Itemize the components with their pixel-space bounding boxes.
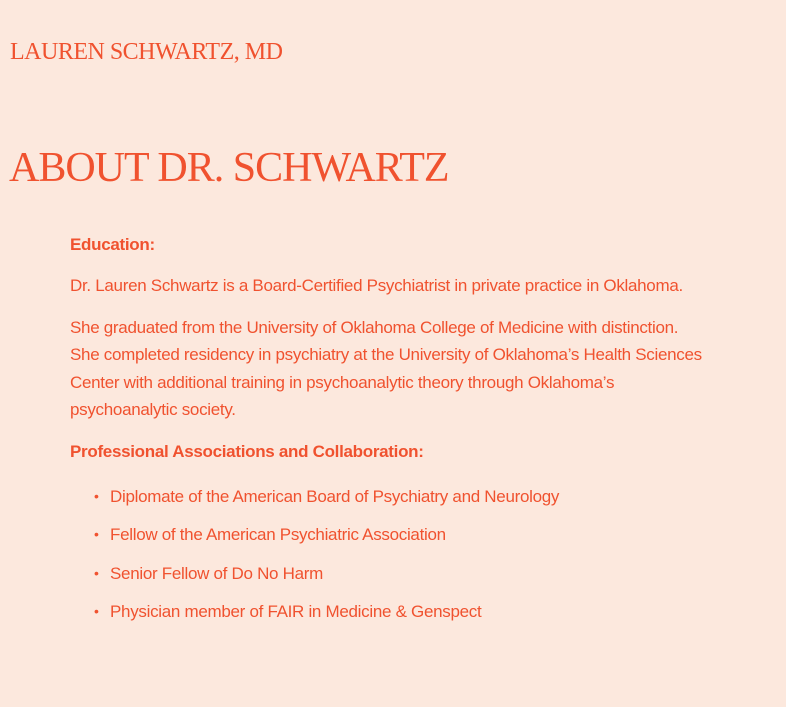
bullet-icon: • xyxy=(94,603,99,619)
list-item-text: Fellow of the American Psychiatric Association xyxy=(110,525,446,544)
list-item-text: Senior Fellow of Do No Harm xyxy=(110,563,323,583)
bullet-icon: • xyxy=(94,564,99,581)
page-heading: ABOUT DR. SCHWARTZ xyxy=(9,145,449,191)
education-paragraph: She graduated from the University of Oklahoma College of Medicine with distinction. She completed residency in psychiatry at the University of Oklahoma’s Health Sciences Center with additional training in psychoanalytic theory through Oklahoma’s psychoanalytic society. xyxy=(70,317,702,419)
associations-list xyxy=(70,483,710,637)
list-item-text: Diplomate of the American Board of Psychiatry and Neurology xyxy=(110,486,560,506)
about-content xyxy=(70,231,710,637)
education-heading: Education: xyxy=(70,235,155,254)
site-title[interactable]: LAUREN SCHWARTZ, MD xyxy=(10,39,283,65)
bullet-icon: • xyxy=(94,487,99,504)
associations-heading: Professional Associations and Collaboration: xyxy=(70,441,424,461)
list-item xyxy=(70,483,710,522)
education-paragraph: Dr. Lauren Schwartz is a Board-Certified Psychiatrist in private practice in Oklahoma. xyxy=(70,276,683,295)
list-item xyxy=(70,598,710,637)
list-item xyxy=(70,521,710,560)
bullet-icon: • xyxy=(94,526,99,542)
list-item-text: Physician member of FAIR in Medicine & Genspect xyxy=(110,602,482,621)
list-item xyxy=(70,560,710,599)
